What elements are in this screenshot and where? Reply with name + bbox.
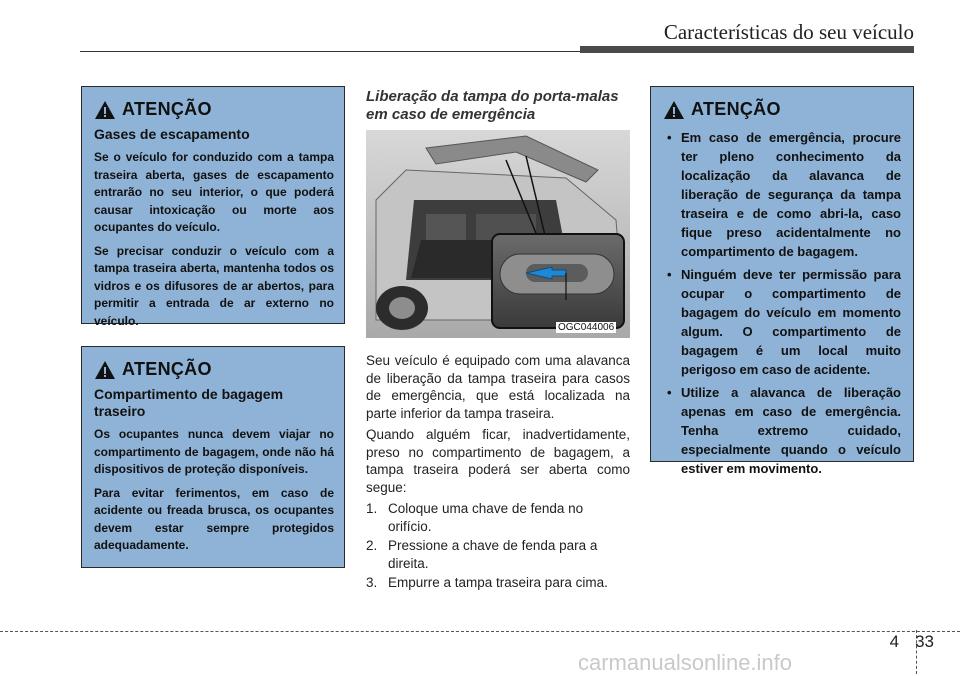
warning-bullet: • Ninguém deve ter permissão para ocupar o compartimento de bagagem do veículo em momento algum. O compartimento de bagagem é um local muito perigoso em caso de acidente. xyxy=(663,265,901,379)
warning-box-emergency xyxy=(650,86,914,476)
warning-icon xyxy=(94,100,116,120)
step-item: 2. Pressione a chave de fenda para a direita. xyxy=(366,538,598,571)
warning-title: ATENÇÃO xyxy=(691,99,781,119)
warning-paragraph: Para evitar ferimentos, em caso de acidente ou freada brusca, os ocupantes devem estar sempre protegidos adequadamente. xyxy=(94,485,334,552)
step-item: 1. Coloque uma chave de fenda no orifício. xyxy=(366,501,584,534)
instructions-text xyxy=(366,352,630,594)
trunk-release-photo xyxy=(366,130,630,338)
chapter-number: 4 xyxy=(889,632,900,651)
footer-rule xyxy=(0,631,960,632)
warning-box-exhaust xyxy=(81,86,345,328)
body-paragraph: Quando alguém ficar, inadvertidamente, preso no compartimento de bagagem, a tampa traseira poderá ser aberta como segue: xyxy=(366,427,630,495)
warning-bullet: • Em caso de emergência, procure ter pleno conhecimento da localização da alavanca de liberação de segurança da tampa traseira e de como abri-la, caso fique preso acidentalmente no compartimento de bagagem. xyxy=(663,128,901,261)
warning-box-luggage xyxy=(81,346,345,568)
warning-title: ATENÇÃO xyxy=(122,359,212,379)
header-bar xyxy=(580,46,914,53)
watermark: carmanualsonline.info xyxy=(578,650,793,675)
warning-icon xyxy=(663,100,685,120)
warning-subtitle: Compartimento de bagagem traseiro xyxy=(94,386,284,419)
warning-subtitle: Gases de escapamento xyxy=(94,126,250,142)
warning-bullet: • Utilize a alavanca de liberação apenas em caso de emergência. Tenha extremo cuidado, especialmente quando o veículo estiver em movimento. xyxy=(663,383,901,478)
image-code: OGC044006 xyxy=(558,322,615,333)
warning-paragraph: Se precisar conduzir o veículo com a tampa traseira aberta, mantenha todos os vidros e os difusores de ar abertos, para permitir a entrada de ar externo no veículo. xyxy=(94,243,334,328)
trunk-illustration xyxy=(366,130,630,338)
body-paragraph: Seu veículo é equipado com uma alavanca de liberação da tampa traseira para casos de emergência, que está localizada na parte inferior da tampa traseira. xyxy=(366,353,630,421)
page-header-title: Características do seu veículo xyxy=(663,20,914,44)
section-heading: Liberação da tampa do porta-malas em caso de emergência xyxy=(366,88,619,123)
page-number-value: 33 xyxy=(915,632,934,651)
step-item: 3. Empurre a tampa traseira para cima. xyxy=(366,575,608,590)
warning-bullets xyxy=(663,128,901,478)
steps-list xyxy=(366,500,630,592)
warning-paragraph: Os ocupantes nunca devem viajar no compartimento de bagagem, onde não há dispositivos de proteção disponíveis. xyxy=(94,427,334,476)
warning-icon xyxy=(94,360,116,380)
warning-title: ATENÇÃO xyxy=(122,99,212,119)
warning-paragraph: Se o veículo for conduzido com a tampa traseira aberta, gases de escapamento entrarão no seu interior, o que poderá causar intoxicação ou morte aos ocupantes do veículo. xyxy=(94,150,334,234)
header-rule xyxy=(80,51,580,52)
page-number xyxy=(890,632,934,652)
